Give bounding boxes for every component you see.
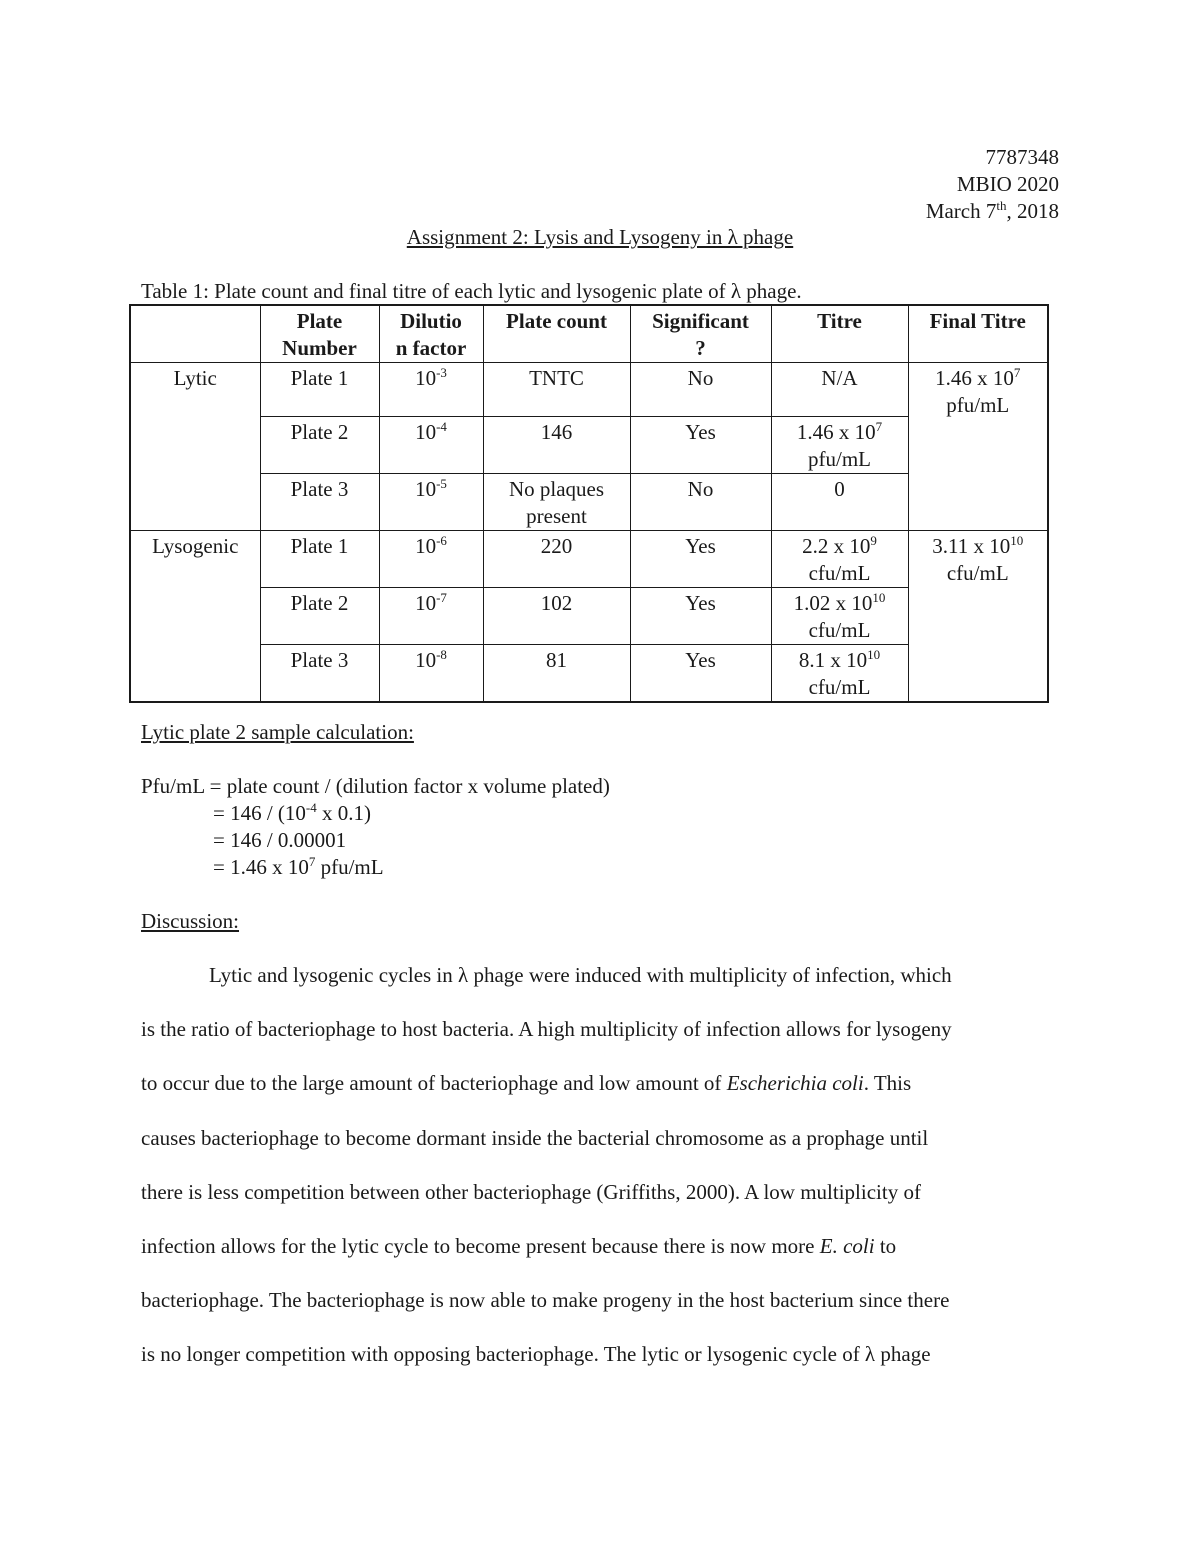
discussion-line: causes bacteriophage to become dormant inside the bacterial chromosome as a prophage until <box>141 1125 929 1150</box>
header-blank <box>130 305 260 363</box>
significant-cell: No <box>630 474 771 531</box>
significant-cell: Yes <box>630 645 771 703</box>
plate-cell: Plate 3 <box>260 474 379 531</box>
calc-line: = $146 / (10^{-4}$ x 0.1) <box>213 800 372 825</box>
discussion-line: is the ratio of bacteriophage to host bacteria. A high multiplicity of infection allows for lysogeny <box>141 1017 952 1042</box>
dilution-cell: $10^{-8}$ <box>379 645 483 703</box>
titre-cell: 1.02 x $10^{10}$ cfu/mL <box>771 588 908 645</box>
document-header <box>926 144 1059 225</box>
dilution-cell: $10^{-5}$ <box>379 474 483 531</box>
count-cell: 146 <box>483 417 630 474</box>
header-significant: Significant ? <box>630 305 771 363</box>
table-header-row <box>130 305 1048 363</box>
plate-cell: Plate 2 <box>260 588 379 645</box>
student-id: 7787348 <box>985 145 1059 169</box>
header-final-titre: Final Titre <box>908 305 1048 363</box>
count-cell: 81 <box>483 645 630 703</box>
dilution-cell: $10^{-7}$ <box>379 588 483 645</box>
calc-line: = 1.46 x $10^7$ pfu/mL <box>213 854 384 879</box>
discussion-body <box>141 962 1059 1396</box>
page-title: Assignment 2: Lysis and Lysogeny in λ phage <box>406 225 794 249</box>
plate-cell: Plate 2 <box>260 417 379 474</box>
plate-cell: Plate 3 <box>260 645 379 703</box>
plate-cell: Plate 1 <box>260 363 379 417</box>
species-name: E. coli <box>819 1233 875 1258</box>
dilution-cell: $10^{-3}$ <box>379 363 483 417</box>
calc-line: = 146 / 0.00001 <box>213 828 347 852</box>
count-cell: TNTC <box>483 363 630 417</box>
calculation-heading: Lytic plate 2 sample calculation: <box>141 720 414 744</box>
count-cell: 220 <box>483 531 630 588</box>
significant-cell: Yes <box>630 417 771 474</box>
discussion-line: infection allows for the lytic cycle to become present because there is now more E. coli to <box>141 1233 897 1258</box>
titre-cell: 1.46 x $10^7$ pfu/mL <box>771 417 908 474</box>
titre-cell: N/A <box>771 363 908 417</box>
header-dilution-factor: Dilutio n factor <box>379 305 483 363</box>
calc-line: Pfu/mL = plate count / (dilution factor x volume plated) <box>141 774 610 798</box>
dilution-cell: $10^{-6}$ <box>379 531 483 588</box>
significant-cell: Yes <box>630 588 771 645</box>
final-titre-lytic: 1.46 x $10^7$ pfu/mL <box>908 363 1048 531</box>
discussion-line: there is less competition between other bacteriophage (Griffiths, 2000). A low multiplicity of <box>141 1179 921 1204</box>
table-caption: Table 1: Plate count and final titre of each lytic and lysogenic plate of λ phage. <box>141 279 802 303</box>
sample-calculation <box>141 773 610 881</box>
titre-cell: 0 <box>771 474 908 531</box>
titre-cell: 2.2 x $10^9$ cfu/mL <box>771 531 908 588</box>
plate-count-table <box>129 304 1049 703</box>
species-name: Escherichia coli <box>726 1071 864 1096</box>
group-label-lysogenic: Lysogenic <box>130 531 260 703</box>
date: March 7th, 2018 <box>925 198 1059 223</box>
final-titre-lysogenic: 3.11 x $10^{10}$ cfu/mL <box>908 531 1048 703</box>
significant-cell: No <box>630 363 771 417</box>
header-plate-number: Plate Number <box>260 305 379 363</box>
dilution-cell: $10^{-4}$ <box>379 417 483 474</box>
table-row <box>130 363 1048 417</box>
header-plate-count: Plate count <box>483 305 630 363</box>
count-cell: No plaques present <box>483 474 630 531</box>
table-row <box>130 531 1048 588</box>
discussion-line: bacteriophage. The bacteriophage is now able to make progeny in the host bacterium since there <box>141 1288 950 1313</box>
discussion-line: to occur due to the large amount of bacteriophage and low amount of Escherichia coli. This <box>141 1071 912 1096</box>
titre-cell: 8.1 x $10^{10}$ cfu/mL <box>771 645 908 703</box>
course-code: MBIO 2020 <box>956 172 1059 196</box>
discussion-line: Lytic and lysogenic cycles in λ phage were induced with multiplicity of infection, which <box>209 963 952 987</box>
significant-cell: Yes <box>630 531 771 588</box>
count-cell: 102 <box>483 588 630 645</box>
group-label-lytic: Lytic <box>130 363 260 531</box>
discussion-heading: Discussion: <box>141 909 240 933</box>
header-titre: Titre <box>771 305 908 363</box>
plate-cell: Plate 1 <box>260 531 379 588</box>
discussion-line: is no longer competition with opposing bacteriophage. The lytic or lysogenic cycle of λ phage <box>141 1342 931 1367</box>
